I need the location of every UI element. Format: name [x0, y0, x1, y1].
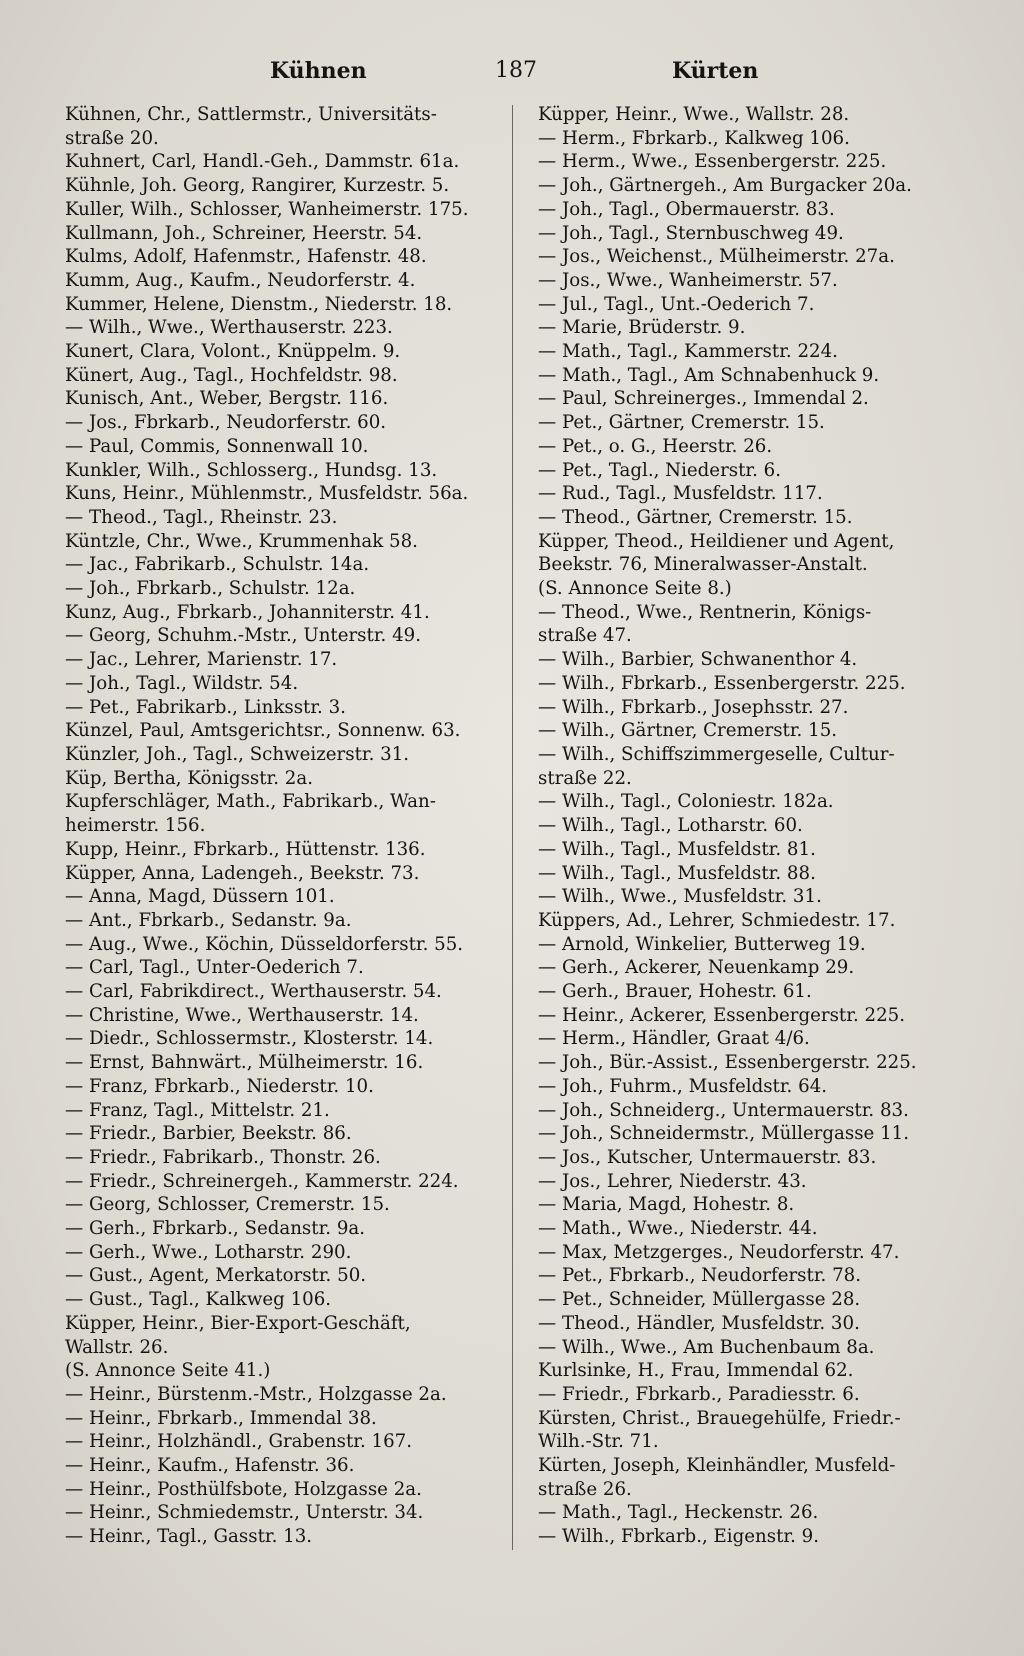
directory-entry: — Wilh., Fbrkarb., Eigenstr. 9. — [538, 1526, 819, 1548]
directory-entry: Kulms, Adolf, Hafenmstr., Hafenstr. 48. — [65, 246, 427, 268]
directory-entry: Kürten, Joseph, Kleinhändler, Musfeld- — [538, 1455, 896, 1477]
directory-entry: — Gerh., Ackerer, Neuenkamp 29. — [538, 957, 855, 979]
directory-entry: — Georg, Schuhm.-Mstr., Unterstr. 49. — [65, 625, 422, 647]
directory-entry: — Gust., Agent, Merkatorstr. 50. — [65, 1265, 367, 1287]
directory-entry: Kühnen, Chr., Sattlermstr., Universitäts- — [65, 104, 437, 125]
directory-entry: Kunkler, Wilh., Schlosserg., Hundsg. 13. — [65, 459, 438, 481]
directory-entry: — Jos., Weichenst., Mülheimerstr. 27a. — [538, 246, 895, 268]
directory-entry: Wallstr. 26. — [65, 1336, 169, 1358]
page-header — [0, 58, 1024, 98]
directory-entry: (S. Annonce Seite 8.) — [538, 578, 732, 600]
directory-entry: — Marie, Brüderstr. 9. — [538, 317, 746, 339]
directory-entry: — Herm., Wwe., Essenbergerstr. 225. — [538, 151, 887, 173]
directory-entry: — Gust., Tagl., Kalkweg 106. — [65, 1289, 332, 1311]
directory-entry: — Heinr., Holzhändl., Grabenstr. 167. — [65, 1431, 413, 1453]
directory-entry: Kunisch, Ant., Weber, Bergstr. 116. — [65, 388, 389, 410]
directory-entry: Kuns, Heinr., Mühlenmstr., Musfeldstr. 56a. — [65, 483, 469, 505]
directory-entry: — Franz, Fbrkarb., Niederstr. 10. — [65, 1075, 374, 1097]
directory-entry: — Theod., Tagl., Rheinstr. 23. — [65, 506, 338, 528]
directory-entry: Küp, Bertha, Königsstr. 2a. — [65, 767, 314, 789]
directory-entry: Beekstr. 76, Mineralwasser-Anstalt. — [538, 554, 868, 576]
directory-entry: — Arnold, Winkelier, Butterweg 19. — [538, 933, 866, 955]
directory-entry: straße 20. — [65, 127, 159, 149]
directory-entry: — Jos., Fbrkarb., Neudorferstr. 60. — [65, 412, 387, 434]
directory-entry: — Jac., Lehrer, Marienstr. 17. — [65, 649, 338, 671]
directory-entry: — Joh., Schneiderg., Untermauerstr. 83. — [538, 1099, 909, 1121]
directory-entry: straße 26. — [538, 1478, 632, 1500]
directory-entry: (S. Annonce Seite 41.) — [65, 1360, 271, 1382]
directory-entry: — Pet., Tagl., Niederstr. 6. — [538, 459, 782, 481]
directory-entry: Kullmann, Joh., Schreiner, Heerstr. 54. — [65, 222, 423, 244]
directory-entry: Kurlsinke, H., Frau, Immendal 62. — [538, 1360, 854, 1382]
directory-entry: — Christine, Wwe., Werthauserstr. 14. — [65, 1004, 419, 1026]
directory-entry: — Herm., Fbrkarb., Kalkweg 106. — [538, 127, 850, 149]
directory-entry: — Herm., Händler, Graat 4/6. — [538, 1028, 810, 1050]
directory-entry: — Wilh., Fbrkarb., Essenbergerstr. 225. — [538, 672, 906, 694]
page-number: 187 — [495, 58, 537, 83]
directory-entry: Kuller, Wilh., Schlosser, Wanheimerstr. 175. — [65, 198, 469, 220]
directory-entry: — Joh., Tagl., Wildstr. 54. — [65, 672, 299, 694]
directory-entry: — Jos., Wwe., Wanheimerstr. 57. — [538, 269, 838, 291]
directory-entry: — Maria, Magd, Hohestr. 8. — [538, 1194, 795, 1216]
directory-entry: — Pet., Schneider, Müllergasse 28. — [538, 1289, 861, 1311]
directory-entry: — Friedr., Barbier, Beekstr. 86. — [65, 1123, 352, 1145]
directory-entry: — Math., Tagl., Heckenstr. 26. — [538, 1502, 819, 1524]
directory-entry: — Joh., Fuhrm., Musfeldstr. 64. — [538, 1075, 828, 1097]
directory-entry: — Joh., Gärtnergeh., Am Burgacker 20a. — [538, 175, 912, 197]
directory-entry: — Friedr., Schreinergeh., Kammerstr. 224. — [65, 1170, 459, 1192]
directory-entry: Kupp, Heinr., Fbrkarb., Hüttenstr. 136. — [65, 838, 426, 860]
directory-entry: — Wilh., Schiffszimmergeselle, Cultur- — [538, 743, 895, 765]
directory-entry: — Wilh., Fbrkarb., Josephsstr. 27. — [538, 696, 849, 718]
directory-entry: — Rud., Tagl., Musfeldstr. 117. — [538, 483, 823, 505]
directory-entry: — Joh., Bür.-Assist., Essenbergerstr. 225. — [538, 1052, 917, 1074]
directory-entry: — Jos., Lehrer, Niederstr. 43. — [538, 1170, 807, 1192]
directory-entry: — Pet., Gärtner, Cremerstr. 15. — [538, 412, 825, 434]
directory-entry: Kunz, Aug., Fbrkarb., Johanniterstr. 41. — [65, 601, 430, 623]
directory-entry: — Wilh., Barbier, Schwanenthor 4. — [538, 649, 858, 671]
directory-entry: Künzel, Paul, Amtsgerichtsr., Sonnenw. 63. — [65, 720, 461, 742]
header-left-keyword: Kühnen — [270, 58, 367, 84]
directory-entry: heimerstr. 156. — [65, 815, 206, 837]
directory-entry: — Wilh., Tagl., Coloniestr. 182a. — [538, 791, 834, 813]
directory-entry: — Ant., Fbrkarb., Sedanstr. 9a. — [65, 909, 352, 931]
right-column — [538, 103, 1008, 1549]
directory-entry: — Jac., Fabrikarb., Schulstr. 14a. — [65, 554, 370, 576]
directory-entry: — Theod., Händler, Musfeldstr. 30. — [538, 1312, 860, 1334]
directory-entry: — Gerh., Fbrkarb., Sedanstr. 9a. — [65, 1218, 366, 1240]
directory-entry: Küpper, Anna, Ladengeh., Beekstr. 73. — [65, 862, 420, 884]
directory-entry: — Franz, Tagl., Mittelstr. 21. — [65, 1099, 330, 1121]
directory-entry: — Math., Wwe., Niederstr. 44. — [538, 1218, 818, 1240]
directory-entry: Kürsten, Christ., Brauegehülfe, Friedr.- — [538, 1407, 901, 1429]
directory-entry: Künzler, Joh., Tagl., Schweizerstr. 31. — [65, 743, 410, 765]
directory-entry: — Ernst, Bahnwärt., Mülheimerstr. 16. — [65, 1052, 424, 1074]
directory-entry: — Carl, Fabrikdirect., Werthauserstr. 54. — [65, 981, 442, 1003]
directory-entry: — Diedr., Schlossermstr., Klosterstr. 14. — [65, 1028, 434, 1050]
directory-entry: Kumm, Aug., Kaufm., Neudorferstr. 4. — [65, 269, 416, 291]
directory-entry: Kühnle, Joh. Georg, Rangirer, Kurzestr. 5. — [65, 175, 450, 197]
directory-entry: — Jos., Kutscher, Untermauerstr. 83. — [538, 1146, 877, 1168]
directory-entry: — Heinr., Bürstenm.-Mstr., Holzgasse 2a. — [65, 1383, 447, 1405]
directory-entry: — Wilh., Tagl., Musfeldstr. 88. — [538, 862, 816, 884]
directory-entry: straße 22. — [538, 767, 632, 789]
directory-entry: — Jul., Tagl., Unt.-Oederich 7. — [538, 293, 815, 315]
directory-entry: — Max, Metzgerges., Neudorferstr. 47. — [538, 1241, 900, 1263]
directory-entry: — Wilh., Gärtner, Cremerstr. 15. — [538, 720, 838, 742]
directory-entry: Küpper, Theod., Heildiener und Agent, — [538, 530, 895, 552]
directory-entry: — Joh., Fbrkarb., Schulstr. 12a. — [65, 578, 356, 600]
directory-entry: — Heinr., Posthülfsbote, Holzgasse 2a. — [65, 1478, 422, 1500]
directory-entry: straße 47. — [538, 625, 632, 647]
directory-entry: — Georg, Schlosser, Cremerstr. 15. — [65, 1194, 390, 1216]
directory-entry: — Theod., Wwe., Rentnerin, Königs- — [538, 601, 872, 623]
header-right-keyword: Kürten — [672, 58, 759, 84]
directory-entry: — Pet., o. G., Heerstr. 26. — [538, 435, 773, 457]
directory-entry: Künert, Aug., Tagl., Hochfeldstr. 98. — [65, 364, 398, 386]
directory-entry: — Heinr., Schmiedemstr., Unterstr. 34. — [65, 1502, 424, 1524]
directory-entry: — Paul, Schreinerges., Immendal 2. — [538, 388, 869, 410]
directory-entry: — Heinr., Tagl., Gasstr. 13. — [65, 1526, 313, 1548]
directory-entry: Kunert, Clara, Volont., Knüppelm. 9. — [65, 341, 401, 363]
directory-entry: — Math., Tagl., Kammerstr. 224. — [538, 341, 838, 363]
directory-entry: — Pet., Fbrkarb., Neudorferstr. 78. — [538, 1265, 861, 1287]
directory-entry: — Wilh., Tagl., Lotharstr. 60. — [538, 815, 803, 837]
directory-entry: — Joh., Tagl., Sternbuschweg 49. — [538, 222, 844, 244]
directory-entry: — Heinr., Ackerer, Essenbergerstr. 225. — [538, 1004, 905, 1026]
directory-entry: — Heinr., Kaufm., Hafenstr. 36. — [65, 1455, 355, 1477]
directory-entry: — Wilh., Wwe., Musfeldstr. 31. — [538, 886, 822, 908]
directory-entry: — Friedr., Fbrkarb., Paradiesstr. 6. — [538, 1383, 860, 1405]
directory-entry: — Friedr., Fabrikarb., Thonstr. 26. — [65, 1146, 381, 1168]
directory-entry: Kuhnert, Carl, Handl.-Geh., Dammstr. 61a. — [65, 151, 460, 173]
directory-entry: — Wilh., Wwe., Am Buchenbaum 8a. — [538, 1336, 875, 1358]
directory-entry: Küntzle, Chr., Wwe., Krummenhak 58. — [65, 530, 418, 552]
directory-entry: — Joh., Tagl., Obermauerstr. 83. — [538, 198, 835, 220]
directory-entry: Küpper, Heinr., Bier-Export-Geschäft, — [65, 1312, 411, 1334]
directory-entry: — Theod., Gärtner, Cremerstr. 15. — [538, 506, 853, 528]
directory-entry: — Heinr., Fbrkarb., Immendal 38. — [65, 1407, 377, 1429]
directory-entry: — Joh., Schneidermstr., Müllergasse 11. — [538, 1123, 909, 1145]
directory-entry: — Gerh., Wwe., Lotharstr. 290. — [65, 1241, 352, 1263]
directory-entry: — Math., Tagl., Am Schnabenhuck 9. — [538, 364, 880, 386]
directory-entry: — Wilh., Tagl., Musfeldstr. 81. — [538, 838, 816, 860]
directory-entry: Küpper, Heinr., Wwe., Wallstr. 28. — [538, 104, 850, 125]
left-column — [65, 103, 535, 1549]
directory-entry: Küppers, Ad., Lehrer, Schmiedestr. 17. — [538, 909, 896, 931]
directory-entry: Wilh.-Str. 71. — [538, 1431, 659, 1453]
directory-entry: — Paul, Commis, Sonnenwall 10. — [65, 435, 369, 457]
directory-entry: Kummer, Helene, Dienstm., Niederstr. 18. — [65, 293, 453, 315]
directory-entry: — Aug., Wwe., Köchin, Düsseldorferstr. 55. — [65, 933, 464, 955]
directory-entry: — Wilh., Wwe., Werthauserstr. 223. — [65, 317, 393, 339]
directory-entry: — Anna, Magd, Düssern 101. — [65, 886, 335, 908]
directory-entry: Kupferschläger, Math., Fabrikarb., Wan- — [65, 791, 436, 813]
column-divider — [512, 105, 513, 1550]
directory-entry: — Pet., Fabrikarb., Linksstr. 3. — [65, 696, 346, 718]
directory-entry: — Gerh., Brauer, Hohestr. 61. — [538, 981, 812, 1003]
directory-entry: — Carl, Tagl., Unter-Oederich 7. — [65, 957, 364, 979]
